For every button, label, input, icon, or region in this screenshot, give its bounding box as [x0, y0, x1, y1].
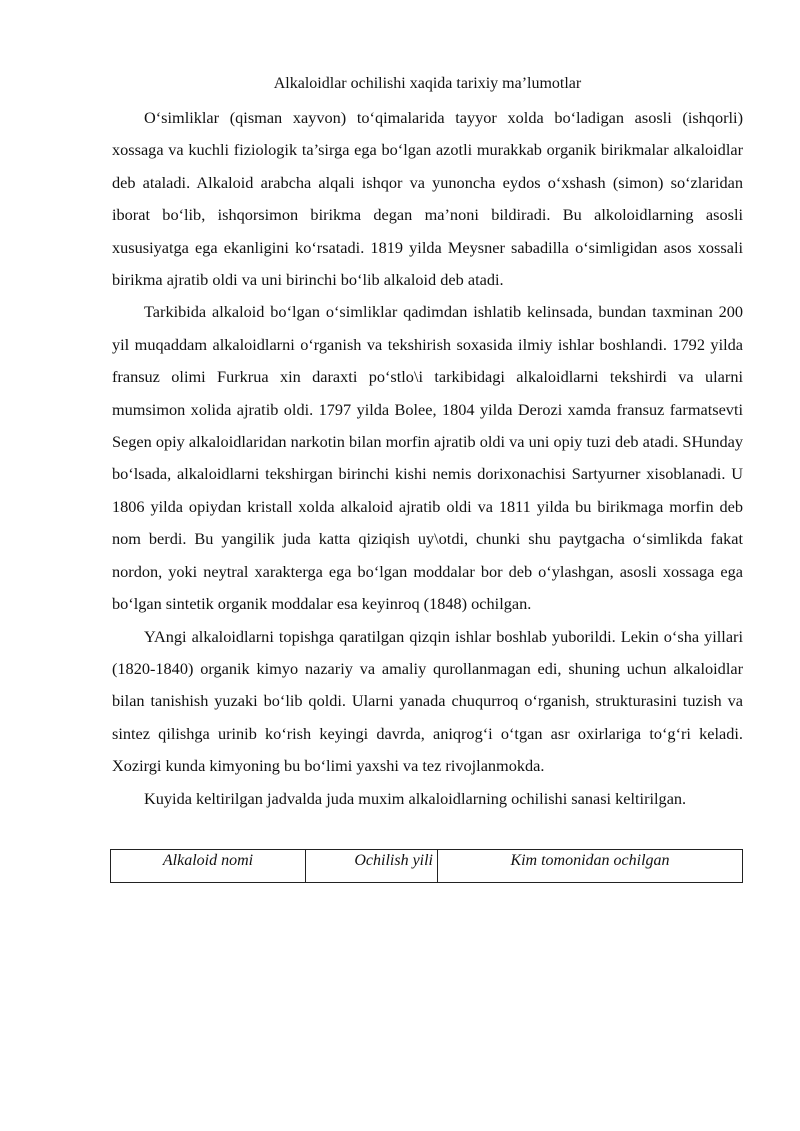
- header-alkaloid-name: Alkaloid nomi: [111, 849, 306, 882]
- paragraph-table-intro: Kuyida keltirilgan jadvalda juda muxim alkaloidlarning ochilishi sanasi keltirilgan.: [144, 788, 687, 808]
- header-discovery-year: Ochilish yili: [306, 849, 438, 882]
- spacer: [112, 815, 743, 849]
- document-title: Alkaloidlar ochilishi xaqida tarixiy ma’lumotlar: [273, 75, 582, 92]
- paragraph-research: YAngi alkaloidlarni topishga qaratilgan qizqin ishlar boshlab yuborildi. Lekin o‘sha yillari (1820-1840) organik kimyo nazariy va amaliy qurollanmagan edi, shuning uchun alkaloidlar bilan tanishish yuzaki bo‘lib qoldi. Ularni yanada chuqurroq o‘rganish, strukturasini tuzish va sintez qilishga urinib ko‘rish keyingi davrda, aniqrog‘i o‘tgan asr oxirlariga to‘g‘ri keladi. Xozirgi kunda kimyoning bu bo‘limi yaxshi va tez rivojlanmokda.: [112, 626, 743, 776]
- header-discovered-by: Kim tomonidan ochilgan: [438, 849, 743, 882]
- paragraph-history: Tarkibida alkaloid bo‘lgan o‘simliklar qadimdan ishlatib kelinsada, bundan taxminan 200 yil muqaddam alkaloidlarni o‘rganish va tekshirish soxasida ilmiy ishlar boshlandi. 1792 yilda fransuz olimi Furkrua xin daraxti po‘stlo\i tarkibidagi alkaloidlarni tekshirdi va ularni mumsimon xolida ajratib oldi. 1797 yilda Bolee, 1804 yilda Derozi xamda fransuz farmatsevti Segen opiy alkaloidlaridan narkotin bilan morfin ajratib oldi va uni opiy tuzi deb atadi. SHunday bo‘lsada, alkaloidlarni tekshirgan birinchi kishi nemis dorixonachisi Sartyurner xisoblanadi. U 1806 yilda opiydan kristall xolda alkaloid ajratib oldi va 1811 yilda bu birikmaga morfin deb nom berdi. Bu yangilik juda katta qiziqish uy\otdi, chunki shu paytgacha o‘simlikda fakat nordon, yoki neytral xarakterga ega bo‘lgan moddalar bor deb o‘ylashgan, asosli xossaga ega bo‘lgan sintetik organik moddalar esa keyinroq (1848) ochilgan.: [112, 302, 743, 614]
- document-page: [112, 72, 743, 883]
- alkaloid-table: [110, 849, 743, 883]
- table-header-row: [111, 849, 743, 882]
- paragraph-definition: O‘simliklar (qisman xayvon) to‘qimalarida tayyor xolda bo‘ladigan asosli (ishqorli) xossaga va kuchli fiziologik ta’sirga ega bo‘lgan azotli murakkab organik birikmalar alkaloidlar deb ataladi. Alkaloid arabcha alqali ishqor va yunoncha eydos o‘xshash (simon) so‘zlaridan iborat bo‘lib, ishqorsimon birikma degan ma’noni bildiradi. Bu alkoloidlarning asosli xususiyatga ega ekanligini ko‘rsatadi. 1819 yilda Meysner sabadilla o‘simligidan asos xossali birikma ajratib oldi va uni birinchi bo‘lib alkaloid deb atadi.: [112, 108, 743, 290]
